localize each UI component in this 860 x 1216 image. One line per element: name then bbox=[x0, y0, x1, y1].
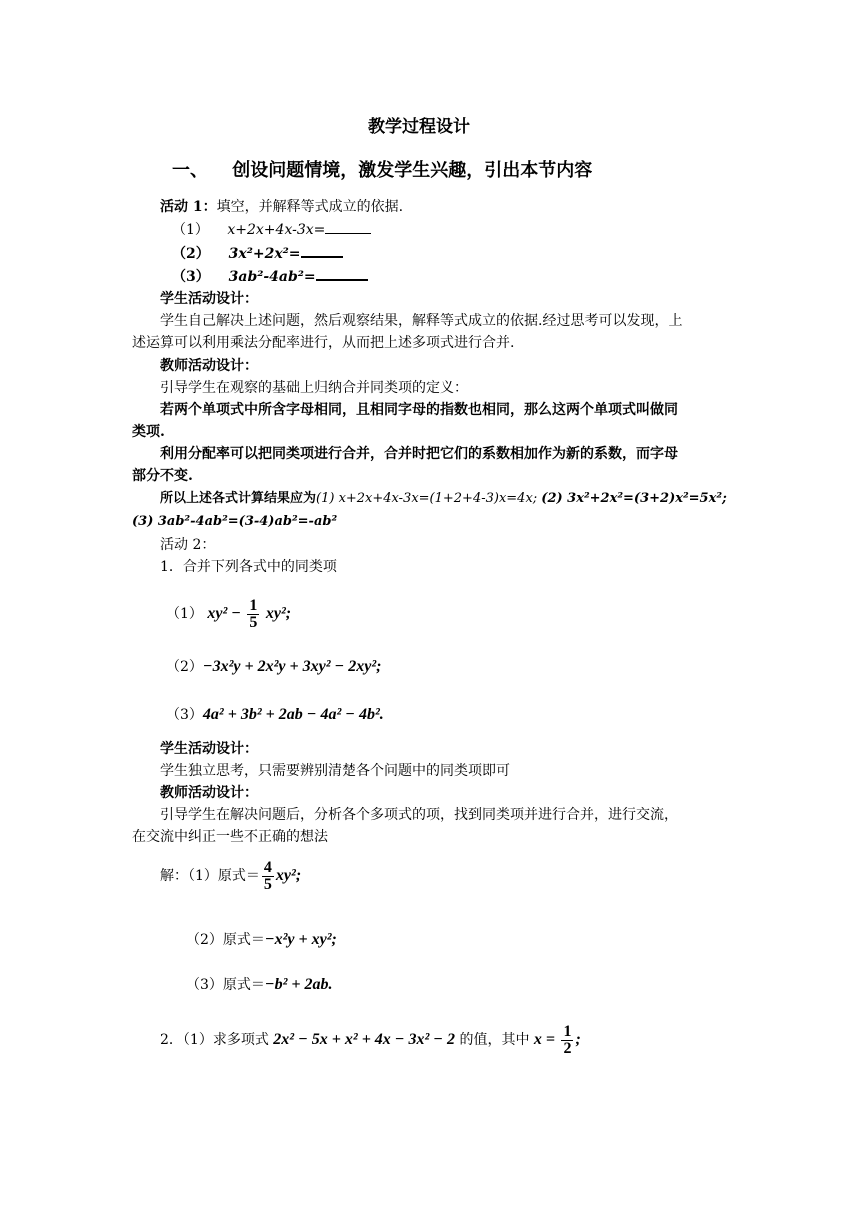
teacher-activity-text: 引导学生在观察的基础上归纳合并同类项的定义： bbox=[160, 380, 468, 396]
teacher-activity-label: 教师活动设计： bbox=[160, 358, 258, 374]
rule-text: 利用分配率可以把同类项进行合并，合并时把它们的系数相加作为新的系数，而字母 bbox=[160, 446, 678, 462]
math-variable: x = bbox=[533, 1031, 556, 1048]
item-index: （2） bbox=[166, 659, 203, 675]
activity1-item-1 bbox=[172, 221, 371, 239]
result-line bbox=[160, 490, 727, 508]
math-expression: xy² − bbox=[207, 605, 241, 622]
result-1: (1) x+2x+4x-3x=(1+2+4-3)x=4x; bbox=[316, 491, 538, 506]
activity2-label: 活动 2： bbox=[160, 537, 216, 553]
math-expression: −3x²y + 2x²y + 3xy² − 2xy²; bbox=[202, 658, 382, 675]
question-mid: 的值，其中 bbox=[459, 1032, 530, 1048]
item-expression: 3ab²-4ab²= bbox=[228, 269, 316, 285]
math-expression: −x²y + xy²; bbox=[264, 931, 337, 948]
exercise-1 bbox=[166, 596, 291, 632]
math-expression: 4a² + 3b² + 2ab − 4a² − 4b². bbox=[202, 706, 384, 723]
activity1-item-3 bbox=[172, 267, 368, 286]
student-activity-label: 学生活动设计： bbox=[160, 741, 258, 757]
item-index: （2） bbox=[172, 246, 210, 262]
activity1-line bbox=[160, 198, 403, 216]
teacher-activity-label: 教师活动设计： bbox=[160, 785, 258, 801]
result-2: (2) 3x²+2x²=(3+2)x²=5x²; bbox=[541, 491, 727, 506]
section-heading bbox=[172, 162, 592, 180]
student-activity-label: 学生活动设计： bbox=[160, 291, 258, 307]
question-2 bbox=[160, 1022, 581, 1058]
student-activity-text: 学生独立思考，只需要辨别清楚各个问题中的同类项即可 bbox=[160, 763, 510, 779]
fraction-denominator: 2 bbox=[563, 1039, 572, 1057]
definition-text: 类项. bbox=[132, 424, 165, 440]
definition-text: 若两个单项式中所含字母相同，且相同字母的指数也相同，那么这两个单项式叫做同 bbox=[160, 402, 678, 418]
exercise-3 bbox=[166, 706, 384, 724]
fraction-denominator: 5 bbox=[249, 613, 258, 631]
page-title: 教学过程设计 bbox=[368, 117, 470, 137]
section-number: 一、 bbox=[172, 160, 208, 181]
item-expression: 3x²+2x²= bbox=[228, 246, 301, 262]
fraction-numerator: 4 bbox=[263, 858, 272, 876]
fraction bbox=[561, 1024, 573, 1057]
math-punctuation: ; bbox=[575, 1031, 581, 1048]
question-prefix: 2．（1）求多项式 bbox=[160, 1032, 269, 1048]
result-3: (3) 3ab²-4ab²=(3-4)ab²=-ab² bbox=[132, 514, 338, 529]
item-index: （3） bbox=[166, 707, 203, 723]
fraction bbox=[262, 860, 274, 893]
exercise-2 bbox=[166, 658, 381, 676]
answer-blank bbox=[316, 267, 368, 281]
rule-text: 部分不变. bbox=[132, 468, 193, 484]
solution-prefix: （3）原式＝ bbox=[186, 977, 265, 993]
item-index: （1） bbox=[172, 222, 209, 238]
result-prefix: 所以上述各式计算结果应为 bbox=[160, 491, 317, 506]
item-index: （3） bbox=[172, 269, 210, 285]
activity2-question-1: 1．合并下列各式中的同类项 bbox=[160, 559, 337, 575]
solution-prefix: 解：（1）原式＝ bbox=[160, 868, 260, 884]
fraction-numerator: 1 bbox=[249, 596, 258, 614]
activity1-desc: 填空，并解释等式成立的依据. bbox=[216, 199, 404, 215]
solution-1 bbox=[160, 858, 301, 894]
item-expression: x+2x+4x-3x= bbox=[227, 222, 326, 238]
fraction-numerator: 1 bbox=[563, 1022, 572, 1040]
activity1-item-2 bbox=[172, 244, 343, 263]
student-activity-text: 述运算可以利用乘法分配率进行，从而把上述多项式进行合并. bbox=[132, 335, 515, 351]
activity1-label: 活动 1： bbox=[160, 199, 217, 215]
math-expression: 2x² − 5x + x² + 4x − 3x² − 2 bbox=[273, 1031, 455, 1048]
math-expression: xy²; bbox=[265, 605, 292, 622]
section-title: 创设问题情境，激发学生兴趣，引出本节内容 bbox=[232, 160, 593, 181]
fraction bbox=[247, 598, 259, 631]
math-expression: xy²; bbox=[275, 867, 302, 884]
teacher-activity-text: 在交流中纠正一些不正确的想法 bbox=[132, 829, 328, 845]
item-index: （1） bbox=[166, 606, 203, 622]
teacher-activity-text: 引导学生在解决问题后，分析各个多项式的项，找到同类项并进行合并，进行交流， bbox=[160, 807, 678, 823]
student-activity-text: 学生自己解决上述问题，然后观察结果，解释等式成立的依据.经过思考可以发现，上 bbox=[160, 313, 683, 329]
math-expression: −b² + 2ab. bbox=[264, 976, 333, 993]
fraction-denominator: 5 bbox=[263, 875, 272, 893]
solution-prefix: （2）原式＝ bbox=[186, 932, 265, 948]
solution-3 bbox=[186, 976, 333, 994]
answer-blank bbox=[301, 244, 343, 258]
answer-blank bbox=[325, 221, 371, 234]
solution-2 bbox=[186, 931, 337, 949]
